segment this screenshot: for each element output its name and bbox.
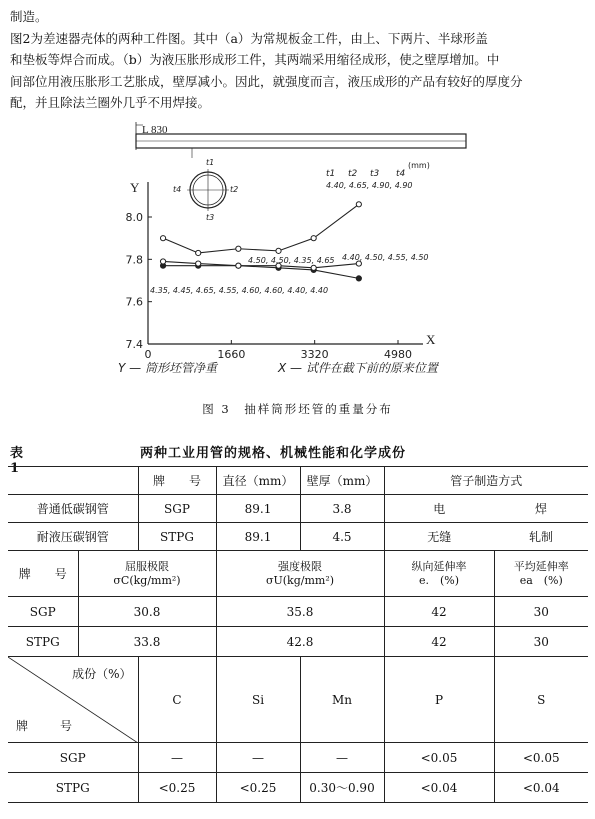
- series-line: [163, 266, 359, 279]
- elong-cell: 42: [384, 597, 494, 627]
- si-cell: —: [216, 743, 300, 773]
- t2-label: t2: [348, 169, 358, 179]
- table-header-row: [8, 657, 588, 743]
- figure-caption: 图 3 抽样筒形坯管的重量分布: [202, 402, 393, 416]
- col-mn: Mn: [300, 657, 384, 743]
- wall-cell: 4.5: [300, 523, 384, 551]
- col-brand: 牌 号: [138, 467, 216, 495]
- elong-cell: 42: [384, 627, 494, 657]
- y-axis-note: Y — 筒形坯管净重: [118, 361, 217, 375]
- strength-name: 强度极限: [278, 559, 322, 573]
- s-cell: <0.04: [494, 773, 588, 803]
- table-number: 表 1: [10, 446, 24, 476]
- brand-cell: STPG: [8, 627, 78, 657]
- data-point: [236, 263, 241, 268]
- table-header-row: [8, 551, 588, 597]
- elong-unit: e. (%): [418, 573, 460, 587]
- method-cell: 电: [384, 495, 494, 523]
- diag-top-label: 成份（%）: [72, 667, 132, 681]
- data-point: [196, 261, 201, 266]
- brand-cell: STPG: [8, 773, 138, 803]
- col-avg-elongation: [494, 551, 588, 597]
- table-row: [8, 743, 588, 773]
- table-row: [8, 773, 588, 803]
- col-diameter: 直径（mm）: [216, 467, 300, 495]
- data-point: [356, 276, 361, 281]
- avg-name: 平均延伸率: [513, 559, 569, 573]
- wall-cell: 3.8: [300, 495, 384, 523]
- table-row: [8, 627, 588, 657]
- t1-label: t1: [326, 169, 336, 179]
- table-header-row: [8, 467, 588, 495]
- y-tick-label: 7.4: [125, 338, 143, 351]
- strength-cell: 42.8: [216, 627, 384, 657]
- brand-cell: SGP: [8, 597, 78, 627]
- col-c: C: [138, 657, 216, 743]
- paragraph-line: 制造。: [10, 9, 48, 24]
- data-point: [311, 236, 316, 241]
- t3-label: t3: [370, 169, 380, 179]
- diag-bottom-label: 牌 号: [16, 719, 83, 733]
- diameter-cell: 89.1: [216, 495, 300, 523]
- data-point: [236, 246, 241, 251]
- method-cell: 无缝: [384, 523, 494, 551]
- strength-unit: σU(kg/mm²): [265, 573, 335, 587]
- table-row: [8, 495, 588, 523]
- brand-cell: SGP: [138, 495, 216, 523]
- specs-table: [8, 466, 588, 803]
- paragraph-line: 间部位用液压胀形工艺胀成，壁厚减小。因此，就强度而言，液压成形的产品有较好的厚度分: [10, 73, 523, 89]
- data-point: [160, 236, 165, 241]
- yield-name: 屈服极限: [125, 559, 169, 573]
- pipe-length-label: L 830: [142, 124, 168, 136]
- x-tick-label: 1660: [217, 348, 246, 361]
- table-row: [8, 523, 588, 551]
- yield-cell: 33.8: [78, 627, 216, 657]
- paragraph-line: 图2为差速器壳体的两种工件图。其中（a）为常规板金工件，由上、下两片、半球形盖: [10, 30, 488, 46]
- c-cell: <0.25: [138, 773, 216, 803]
- t4-label: t4: [396, 169, 406, 179]
- avg-cell: 30: [494, 597, 588, 627]
- diameter-cell: 89.1: [216, 523, 300, 551]
- y-tick-label: 8.0: [125, 211, 143, 224]
- col-elongation: [384, 551, 494, 597]
- data-point: [276, 248, 281, 253]
- data-point: [196, 250, 201, 255]
- chart-series: [160, 202, 361, 281]
- table-title: 两种工业用管的规格、机械性能和化学成份: [140, 446, 407, 461]
- s-cell: <0.05: [494, 743, 588, 773]
- thickness-right-label: 4.40, 4.50, 4.55, 4.50: [342, 253, 429, 262]
- body-paragraph: [10, 6, 590, 114]
- circle-t4-label: t4: [173, 185, 182, 194]
- circle-t3-label: t3: [206, 213, 215, 222]
- col-yield: [78, 551, 216, 597]
- y-axis-letter: Y: [130, 180, 140, 195]
- col-si: Si: [216, 657, 300, 743]
- pipe-drawing: [136, 122, 466, 190]
- x-axis-letter: X: [426, 332, 436, 347]
- mn-cell: 0.30～0.90: [300, 773, 384, 803]
- circle-t2-label: t2: [230, 185, 239, 194]
- strength-cell: 35.8: [216, 597, 384, 627]
- paragraph-line: 和垫板等焊合而成。（b）为液压胀形成形工件，其两端采用缩径成形，使之壁厚增加。中: [10, 52, 500, 67]
- y-tick-label: 7.6: [125, 295, 143, 309]
- y-tick-label: 7.8: [125, 253, 143, 267]
- p-cell: <0.04: [384, 773, 494, 803]
- pipe-name: 耐液压碳钢管: [8, 523, 138, 551]
- col-strength: [216, 551, 384, 597]
- thickness-top-label: 4.40, 4.65, 4.90, 4.90: [326, 181, 413, 190]
- table-row: [8, 597, 588, 627]
- p-cell: <0.05: [384, 743, 494, 773]
- circle-t1-label: t1: [206, 158, 215, 167]
- yield-unit: σC(kg/mm²): [113, 573, 181, 587]
- x-tick-label: 0: [144, 348, 152, 361]
- mm-label: (mm): [408, 161, 430, 170]
- brand-cell: SGP: [8, 743, 138, 773]
- x-tick-label: 4980: [384, 348, 412, 361]
- c-cell: —: [138, 743, 216, 773]
- mn-cell: —: [300, 743, 384, 773]
- data-point: [160, 259, 165, 264]
- x-tick-label: 3320: [300, 348, 329, 361]
- col-wall: 壁厚（mm）: [300, 467, 384, 495]
- thickness-bottom-label: 4.35, 4.45, 4.65, 4.55, 4.60, 4.60, 4.40, 4.40: [150, 286, 329, 295]
- paragraph-line: 配，并且除法兰圈外几乎不用焊接。: [10, 95, 211, 110]
- avg-unit: ea (%): [519, 573, 563, 587]
- method-cell: 焊: [494, 495, 588, 523]
- col-p: P: [384, 657, 494, 743]
- si-cell: <0.25: [216, 773, 300, 803]
- data-point: [356, 202, 361, 207]
- x-axis-note: X — 试件在截下前的原来位置: [278, 361, 438, 375]
- avg-cell: 30: [494, 627, 588, 657]
- thickness-mid-label: 4.50, 4.50, 4.35, 4.65: [248, 256, 335, 265]
- method-cell: 轧制: [494, 523, 588, 551]
- col-method: 管子制造方式: [384, 467, 588, 495]
- brand-cell: STPG: [138, 523, 216, 551]
- diagonal-header-cell: [8, 657, 138, 743]
- elong-name: 纵向延伸率: [411, 559, 467, 573]
- col-brand: 牌 号: [8, 551, 78, 597]
- yield-cell: 30.8: [78, 597, 216, 627]
- cross-section-icon: [173, 158, 238, 222]
- series-line: [163, 204, 359, 253]
- pipe-name: 普通低碳钢管: [8, 495, 138, 523]
- data-point: [311, 265, 316, 270]
- col-s: S: [494, 657, 588, 743]
- figure-3: [108, 120, 488, 400]
